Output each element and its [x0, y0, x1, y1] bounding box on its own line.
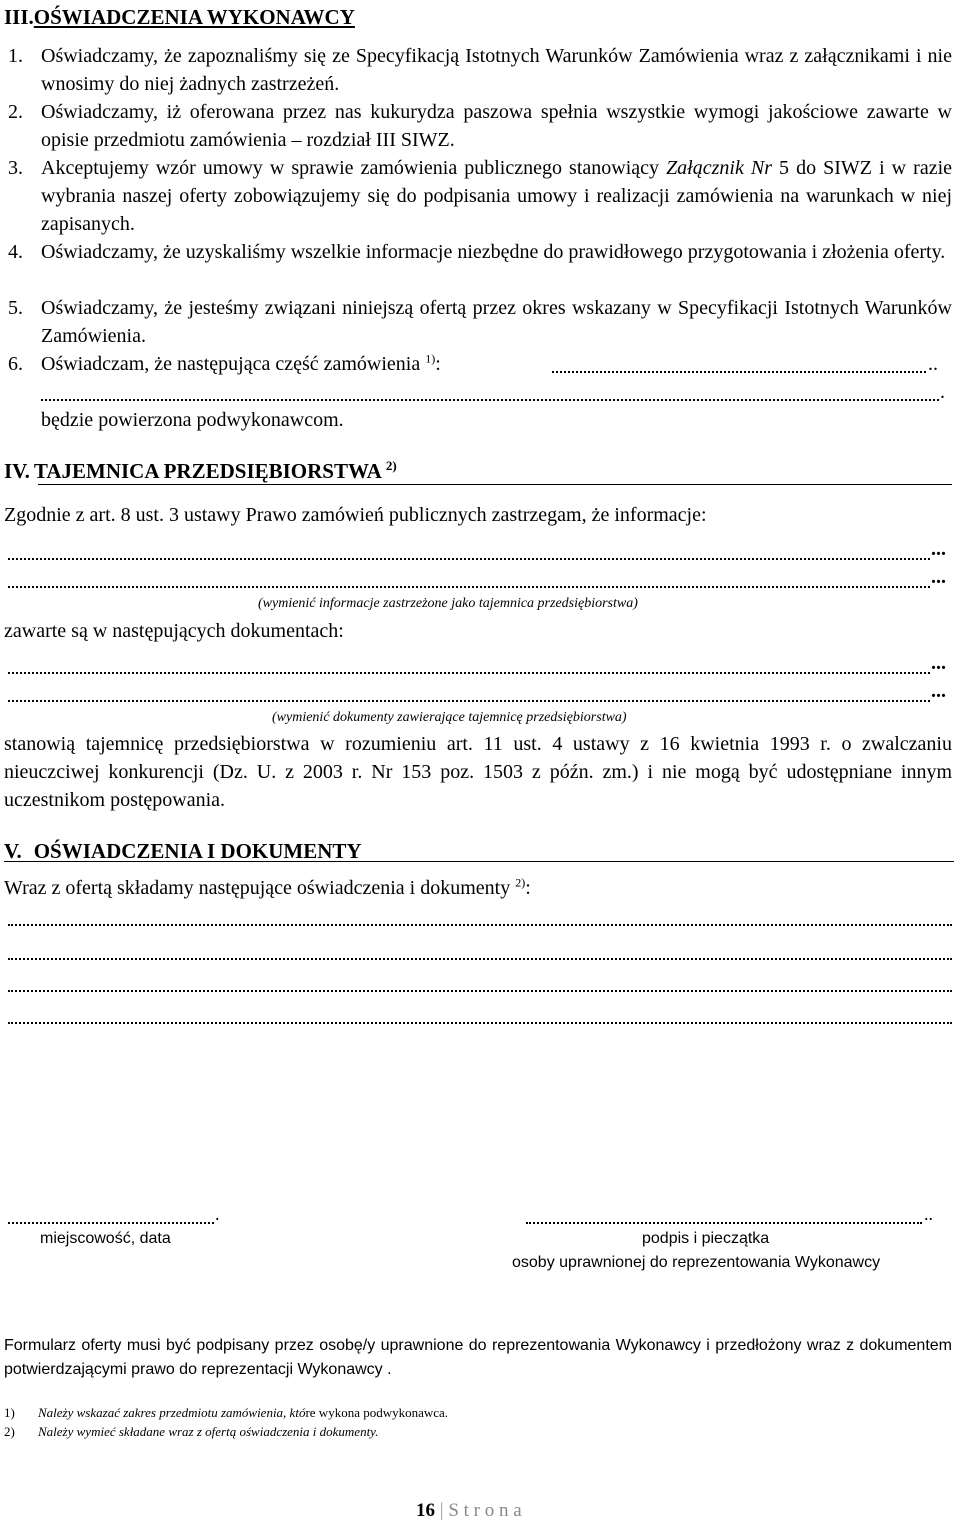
fill-in-dots	[8, 672, 930, 674]
section-iv-number: IV.	[4, 459, 30, 483]
section-iii-heading	[4, 4, 355, 30]
fill-in-dots	[8, 586, 930, 588]
page-label: S t r o n a	[448, 1500, 522, 1521]
footnote-ref: 1)	[425, 351, 436, 366]
item-number: 6.	[8, 353, 23, 375]
fill-in-line	[8, 958, 952, 960]
section-iii-title: OŚWIADCZENIA WYKONAWCY	[33, 5, 355, 29]
section-iv-intro: Zgodnie z art. 8 ust. 3 ustawy Prawo zamówień publicznych zastrzegam, że informacje:	[4, 504, 707, 526]
item-number: 3.	[8, 157, 23, 179]
section-v-intro: Wraz z ofertą składamy następujące oświadczenia i dokumenty $^{2)}$:	[4, 875, 531, 899]
footnote-ref: 2)	[515, 875, 526, 890]
item-number: 2.	[8, 101, 23, 123]
item-text: Akceptujemy wzór umowy w sprawie zamówienia publicznego stanowiący Załącznik Nr 5 do SIWZ i w razie wybrania naszej oferty zobowiązujemy się do podpisania umowy i realizacji zamówienia na warunkach w niej zapisanych.	[41, 157, 953, 235]
section-v-title: OŚWIADCZENIA I DOKUMENTY	[33, 839, 362, 863]
signature-dots	[526, 1222, 922, 1224]
form-signature-note: Formularz oferty musi być podpisany przez osobę/y uprawnione do reprezentowania Wykonawcy i przedłożony wraz z dokumentem potwierdzającymi prawo do reprezentacji Wykonawcy .	[4, 1337, 952, 1378]
list-item	[8, 154, 952, 238]
list-item	[8, 42, 952, 98]
footnote-item: 1) Należy wskazać zakres przedmiotu zamówienia, które wykona podwykonawca.	[4, 1405, 449, 1420]
documents-label: zawarte są w następujących dokumentach:	[4, 620, 344, 642]
list-item	[8, 294, 952, 350]
item-text: Oświadczamy, iż oferowana przez nas kukurydza paszowa spełnia wszystkie wymogi jakościowe zawarte w opisie przedmiotu zamówienia – rozdział III SIWZ.	[41, 101, 952, 151]
item-number: 4.	[8, 241, 23, 263]
item-text: Oświadczamy, że jesteśmy związani niniejszą ofertą przez okres wskazany w Specyfikacji Istotnych Warunków Zamówienia.	[41, 297, 952, 347]
instruction-note: (wymienić informacje zastrzeżone jako tajemnica przedsiębiorstwa)	[258, 596, 638, 611]
list-item	[8, 238, 952, 266]
footnote-item: 2) Należy wymieć składane wraz z ofertą oświadczenia i dokumenty.	[4, 1424, 379, 1439]
date-place-dots	[8, 1222, 214, 1224]
page-number: 16 | S t r o n a	[416, 1500, 522, 1521]
item-number: 5.	[8, 297, 23, 319]
footnotes	[4, 1403, 704, 1441]
fill-in-dots	[552, 371, 926, 373]
list-item: 6. Oświadczam, że następująca część zamówienia $^{1)}$: .. . będzie powierzona podwykonawcom.	[8, 350, 952, 434]
italic-attachment-ref: Załącznik Nr	[666, 157, 773, 179]
section-v-number: V.	[4, 839, 22, 863]
signature-label: podpis i pieczątka	[642, 1230, 770, 1247]
fill-in-line	[8, 990, 952, 992]
item-text: Oświadczamy, że zapoznaliśmy się ze Specyfikacją Istotnych Warunków Zamówienia wraz z załącznikami i nie wnosimy do niej żadnych zastrzeżeń.	[41, 45, 952, 95]
confidentiality-statement: stanowią tajemnicę przedsiębiorstwa w rozumieniu art. 11 ust. 4 ustawy z 16 kwietnia 1993 r. o zwalczaniu nieuczciwej konkurencji (Dz. U. z 2003 r. Nr 153 poz. 1503 z późn. zm.) i nie mogą być udostępniane innym uczestnikom postępowania.	[4, 733, 952, 811]
page-number-value: 16	[416, 1500, 435, 1521]
footnote-ref: 2)	[385, 458, 397, 473]
document-page: III.OŚWIADCZENIA WYKONAWCY 1. Oświadczamy, że zapoznaliśmy się ze Specyfikacją Istotnych Warunków Zamówienia wraz z załącznikami i nie wnosimy do niej żadnych zastrzeżeń. 2. Oświadczamy, iż oferowana przez nas kukurydza paszowa spełnia wszystkie wymogi jakościowe zawarte w opisie przedmiotu zamówienia – rozdział III SIWZ. 3. Akceptujemy wzór umowy w sprawie zamówienia publicznego stanowiący Załącznik Nr 5 do SIWZ i w razie wybrania naszej oferty zobowiązujemy się do podpisania umowy i realizacji zamówienia na warunkach w niej zapisanych. 4. Oświadczamy, że uzyskaliśmy wszelkie informacje niezbędne do prawidłowego przygotowania i złożenia oferty. 5. Oświadczamy, że jesteśmy związani niniejszą ofertą przez okres wskazany w Specyfikacji Istotnych Warunków Zamówienia. 6. Oświadczam, że następująca część zamówienia $^{1)}$: .. . będzie powierzona podwykonawcom. IV. TAJEMNICA PRZEDSIĘBIORSTWA $^{2)}$ Zgodnie z art. 8 ust. 3 ustawy Prawo zamówień publicznych zastrzegam, że informacje: ... ... (wymienić informacje zastrzeżone jako tajemnica przedsiębiorstwa) zawarte są w następujących dokumentach: ... ... (wymienić dokumenty zawierające tajemnicę przedsiębiorstwa) stanowią tajemnicę przedsiębiorstwa w rozumieniu art. 11 ust. 4 ustawy z 16 kwietnia 1993 r. o zwalczaniu nieuczciwej konkurencji (Dz. U. z 2003 r. Nr 153 poz. 1503 z późn. zm.) i nie mogą być udostępniane innym uczestnikom postępowania. V. OŚWIADCZENIA I DOKUMENTY Wraz z ofertą składamy następujące oświadczenia i dokumenty $^{2)}$: . miejscowość, data .. podpis i pieczątka osoby uprawnionej do reprezentowania Wykonawcy Formularz oferty musi być podpisany przez osobę/y uprawnione do reprezentowania Wykonawcy i przedłożony wraz z dokumentem potwierdzającymi prawo do reprezentacji Wykonawcy . 1) Należy wskazać zakres przedmiotu zamówienia, które wykona podwykonawca. 2) Należy wymieć składane wraz z ofertą oświadczenia i dokumenty. 16 | S t r o n a	[4, 5, 953, 1521]
place-date-label: miejscowość, data	[40, 1230, 171, 1247]
section-iv-underline	[38, 484, 952, 485]
section-v-underline	[4, 861, 954, 862]
section-iii-number: III.	[4, 5, 34, 29]
fill-in-dots	[8, 700, 930, 702]
section-iv-title: TAJEMNICA PRZEDSIĘBIORSTWA	[33, 459, 381, 483]
item-continuation: będzie powierzona podwykonawcom.	[41, 409, 344, 431]
signature-sublabel: osoby uprawnionej do reprezentowania Wykonawcy	[512, 1254, 881, 1271]
instruction-note: (wymienić dokumenty zawierające tajemnicę przedsiębiorstwa)	[272, 710, 627, 725]
fill-in-line	[8, 924, 952, 926]
item-text: Oświadczam, że następująca część zamówienia $^{1)}$:	[41, 351, 441, 375]
fill-in-dots	[8, 558, 930, 560]
fill-in-line	[8, 1022, 952, 1024]
section-iv-heading	[4, 458, 397, 484]
list-item	[8, 98, 952, 154]
item-text: Oświadczamy, że uzyskaliśmy wszelkie informacje niezbędne do prawidłowego przygotowania i złożenia oferty.	[41, 241, 946, 263]
fill-in-dots	[41, 399, 939, 401]
item-number: 1.	[8, 45, 23, 67]
